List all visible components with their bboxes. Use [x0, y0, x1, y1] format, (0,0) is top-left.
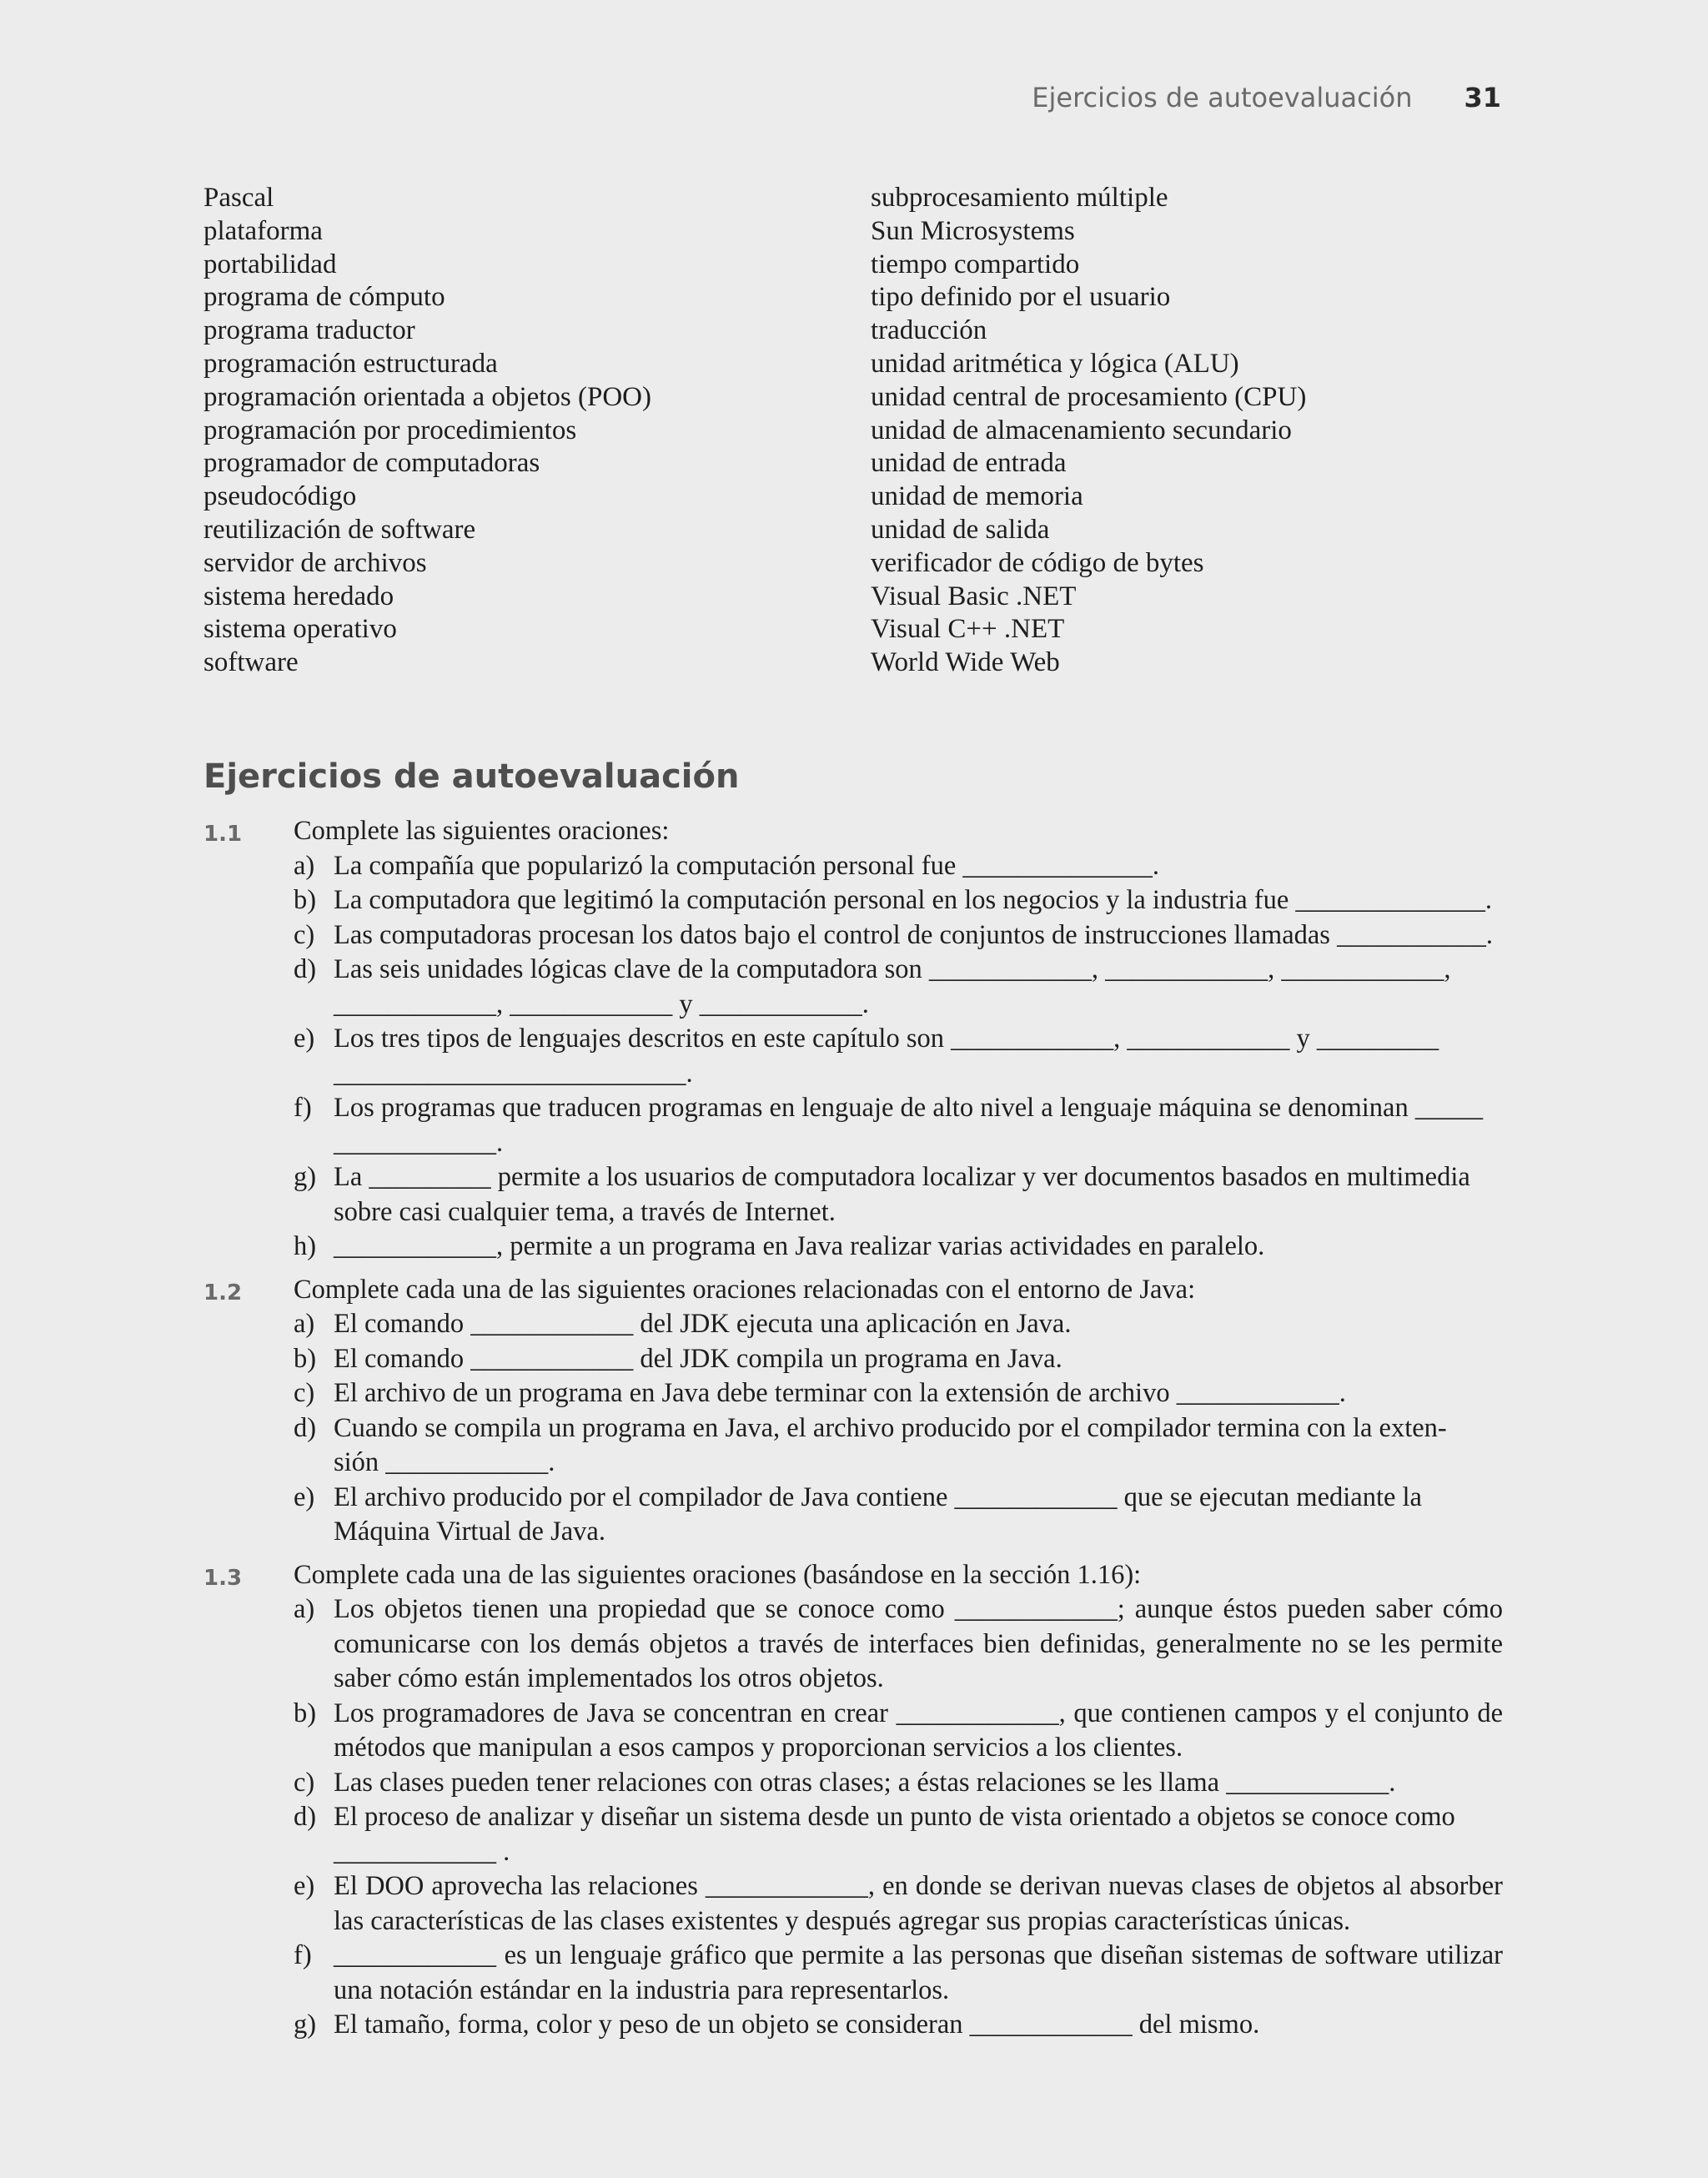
exercises-list: [203, 814, 1503, 2051]
exercise-intro: Complete cada una de las siguientes oraciones relacionadas con el entorno de Java:: [294, 1274, 1196, 1305]
item-letter: d): [294, 954, 317, 984]
exercise-intro: Complete las siguientes oraciones:: [294, 816, 670, 846]
term-item: servidor de archivos: [203, 547, 427, 578]
item-continuation: ____________, ____________ y ____________.: [334, 988, 869, 1019]
exercise-item: [294, 1411, 1503, 1446]
term-item: pseudocódigo: [203, 481, 357, 512]
item-text: La _________ permite a los usuarios de computadora localizar y ver documentos basados en multimedia: [334, 1162, 1470, 1192]
term-item: verificador de código de bytes: [871, 547, 1204, 578]
exercise: [203, 814, 1503, 1265]
term-item: reutilización de software: [203, 514, 476, 545]
exercise-item: [294, 1342, 1503, 1377]
term-item: Pascal: [203, 183, 274, 213]
term-item: software: [203, 647, 299, 678]
exercise-item: [294, 1869, 1503, 1939]
item-letter: d): [294, 1802, 317, 1832]
item-letter: g): [294, 2009, 317, 2040]
exercise-item: [294, 2008, 1503, 2043]
page-number: 31: [1464, 82, 1501, 113]
term-item: sistema heredado: [203, 581, 394, 611]
term-item: portabilidad: [203, 249, 337, 279]
item-continuation: sión ____________.: [334, 1447, 555, 1477]
exercise-item: [294, 1230, 1503, 1265]
exercise-number: 1.2: [203, 1280, 243, 1305]
item-text: Cuando se compila un programa en Java, el archivo producido por el compilador termina con la exten-: [334, 1412, 1447, 1443]
section-title: Ejercicios de autoevaluación: [203, 757, 740, 796]
item-letter: c): [294, 919, 315, 950]
term-item: unidad central de procesamiento (CPU): [871, 381, 1307, 412]
exercise: [203, 1558, 1503, 2043]
term-item: unidad de memoria: [871, 481, 1083, 512]
term-item: unidad aritmética y lógica (ALU): [871, 348, 1239, 379]
term-item: tiempo compartido: [871, 249, 1080, 279]
item-letter: f): [294, 1940, 312, 1970]
item-letter: a): [294, 1594, 315, 1624]
term-item: programación orientada a objetos (POO): [203, 381, 651, 412]
item-letter: c): [294, 1378, 315, 1408]
exercise-intro: Complete cada una de las siguientes oraciones (basándose en la sección 1.16):: [294, 1559, 1142, 1590]
item-letter: c): [294, 1767, 315, 1798]
item-letter: b): [294, 885, 317, 915]
key-terms-list: [203, 182, 1505, 680]
item-text: El archivo de un programa en Java debe terminar con la extensión de archivo ____________.: [334, 1378, 1346, 1408]
exercise-item: [294, 1376, 1503, 1411]
exercise: [203, 1273, 1503, 1550]
item-text: El proceso de analizar y diseñar un sistema desde un punto de vista orientado a objetos se conoce como: [334, 1802, 1455, 1832]
term-item: programación estructurada: [203, 348, 498, 379]
term-item: Visual Basic .NET: [871, 581, 1077, 611]
running-header: [0, 82, 1501, 113]
exercise-number: 1.3: [203, 1565, 243, 1591]
item-continuation: __________________________.: [334, 1058, 693, 1089]
item-continuation: sobre casi cualquier tema, a través de Internet.: [334, 1196, 836, 1227]
term-item: programa de cómputo: [203, 282, 445, 313]
exercise-number: 1.1: [203, 822, 243, 847]
item-text: El comando ____________ del JDK ejecuta una aplicación en Java.: [334, 1309, 1072, 1339]
exercise-item: [294, 1939, 1503, 2008]
exercise-item: [294, 1800, 1503, 1835]
exercise-item: [294, 1592, 1503, 1697]
term-item: subprocesamiento múltiple: [871, 183, 1168, 213]
term-item: programación por procedimientos: [203, 415, 577, 445]
exercise-item: [294, 953, 1503, 988]
term-item: Sun Microsystems: [871, 215, 1075, 246]
item-text: La compañía que popularizó la computación personal fue ______________.: [334, 850, 1160, 881]
exercise-item: [294, 1481, 1503, 1516]
item-text: ____________ es un lenguaje gráfico que permite a las personas que diseñan sistemas de software utilizar una notación estándar en la industria para representarlos.: [334, 1940, 1503, 2005]
item-letter: a): [294, 850, 315, 881]
item-text: Las computadoras procesan los datos bajo el control de conjuntos de instrucciones llamadas ___________.: [334, 919, 1493, 950]
item-letter: e): [294, 1871, 315, 1901]
item-letter: g): [294, 1162, 317, 1192]
item-text: El tamaño, forma, color y peso de un objeto se consideran ____________ del mismo.: [334, 2009, 1260, 2040]
term-item: unidad de salida: [871, 514, 1050, 545]
item-letter: d): [294, 1412, 317, 1443]
exercise-body: [294, 814, 1503, 1265]
exercise-item: [294, 1022, 1503, 1057]
term-item: traducción: [871, 315, 987, 346]
item-letter: f): [294, 1093, 312, 1123]
item-continuation: ____________ .: [334, 1836, 510, 1867]
item-text: Las clases pueden tener relaciones con otras clases; a éstas relaciones se les llama ____________.: [334, 1767, 1396, 1798]
item-text: Los objetos tienen una propiedad que se conoce como ____________; aunque éstos pueden saber cómo comunicarse con los demás objetos a través de interfaces bien definidas, generalmente no se les permite saber cómo están implementados los otros objetos.: [334, 1594, 1503, 1693]
item-continuation: ____________.: [334, 1127, 504, 1158]
item-continuation: Máquina Virtual de Java.: [334, 1517, 605, 1547]
exercise-item: [294, 1307, 1503, 1342]
exercise-body: [294, 1558, 1503, 2043]
item-letter: e): [294, 1481, 315, 1512]
item-letter: a): [294, 1309, 315, 1339]
item-text: Los programadores de Java se concentran en crear ____________, que contienen campos y el conjunto de métodos que manipulan a esos campos y proporcionan servicios a los clientes.: [334, 1698, 1503, 1763]
item-text: ____________, permite a un programa en Java realizar varias actividades en paralelo.: [334, 1231, 1265, 1261]
term-item: unidad de almacenamiento secundario: [871, 415, 1292, 445]
term-item: sistema operativo: [203, 614, 397, 645]
term-item: unidad de entrada: [871, 448, 1067, 479]
item-text: El comando ____________ del JDK compila un programa en Java.: [334, 1343, 1062, 1374]
item-letter: h): [294, 1231, 317, 1261]
item-text: La computadora que legitimó la computación personal en los negocios y la industria fue ______________.: [334, 885, 1493, 915]
exercise-item: [294, 918, 1503, 953]
term-item: programa traductor: [203, 315, 415, 346]
exercise-item: [294, 1160, 1503, 1195]
exercise-item: [294, 1697, 1503, 1766]
term-item: Visual C++ .NET: [871, 614, 1065, 645]
item-text: Las seis unidades lógicas clave de la computadora son ____________, ____________, ____________,: [334, 954, 1451, 984]
item-letter: b): [294, 1698, 317, 1728]
term-item: plataforma: [203, 215, 323, 246]
item-letter: e): [294, 1024, 315, 1054]
exercise-body: [294, 1273, 1503, 1550]
item-letter: b): [294, 1343, 317, 1374]
exercise-item: [294, 1091, 1503, 1126]
item-text: El DOO aprovecha las relaciones ____________, en donde se derivan nuevas clases de objetos al absorber las características de las clases existentes y después agregar sus propias características únicas.: [334, 1871, 1503, 1936]
exercise-item: [294, 849, 1503, 884]
term-item: World Wide Web: [871, 647, 1060, 678]
item-text: El archivo producido por el compilador de Java contiene ____________ que se ejecutan mediante la: [334, 1481, 1422, 1512]
term-item: tipo definido por el usuario: [871, 282, 1171, 313]
term-item: programador de computadoras: [203, 448, 540, 479]
exercise-item: [294, 1766, 1503, 1801]
item-text: Los tres tipos de lenguajes descritos en este capítulo son ____________, ____________ y _________: [334, 1024, 1439, 1054]
terms-column-left: [203, 182, 871, 680]
exercise-item: [294, 883, 1503, 918]
item-text: Los programas que traducen programas en lenguaje de alto nivel a lenguaje máquina se denominan _____: [334, 1093, 1484, 1123]
header-title: Ejercicios de autoevaluación: [1032, 82, 1413, 113]
terms-column-right: [871, 182, 1505, 680]
